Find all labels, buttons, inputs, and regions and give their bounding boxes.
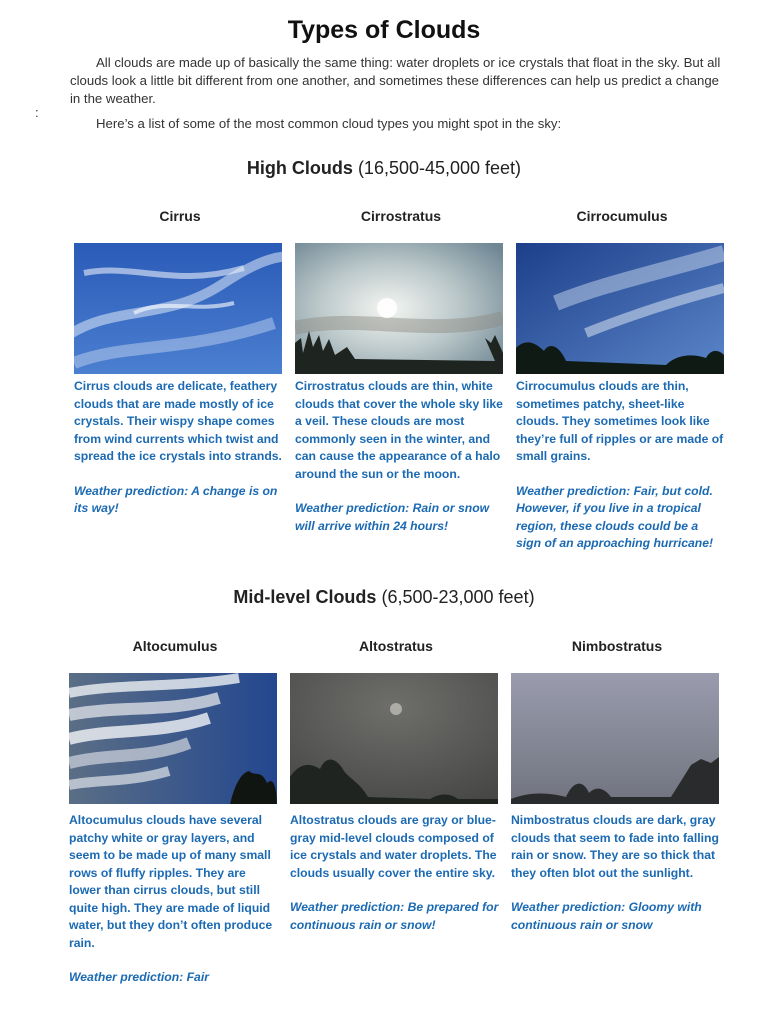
altocumulus-photo: [69, 673, 277, 804]
list-intro-paragraph: Here’s a list of some of the most common cloud types you might spot in the sky:: [96, 116, 562, 131]
cloud-name: Cirrocumulus: [576, 208, 668, 224]
weather-prediction: Weather prediction: Gloomy with continuous rain or snow: [511, 900, 702, 932]
cloud-name: Altostratus: [359, 638, 433, 654]
high-clouds-heading: [0, 158, 768, 179]
weather-prediction: Weather prediction: Fair: [69, 970, 209, 984]
cloud-description: [516, 378, 726, 553]
high-clouds-range: (16,500-45,000 feet): [357, 158, 522, 178]
nimbostratus-photo: [511, 673, 719, 804]
altostratus-photo: [290, 673, 498, 804]
cirrocumulus-photo: [516, 243, 724, 374]
intro-paragraph: All clouds are made up of basically the same thing: water droplets or ice crystals that float in the sky. But all clouds look a little bit different from one another, and sometimes these differences can help us predict a change in the weather.: [70, 55, 721, 106]
cloud-name: Cirrus: [159, 208, 201, 224]
cloud-description: [295, 378, 505, 535]
weather-prediction: Weather prediction: Rain or snow will arrive within 24 hours!: [295, 501, 490, 533]
stray-colon: :: [35, 105, 39, 120]
weather-prediction: Weather prediction: Fair, but cold. However, if you live in a tropical region, these clouds could be a sign of an approaching hurricane!: [516, 483, 714, 550]
cirrostratus-photo: [295, 243, 503, 374]
weather-prediction: Weather prediction: A change is on its way!: [74, 483, 278, 515]
cloud-description: [74, 378, 284, 518]
cloud-description: [290, 812, 500, 934]
mid-clouds-title: Mid-level Clouds: [233, 587, 377, 607]
mid-clouds-heading: [0, 587, 768, 608]
description-text: Altostratus clouds are gray or blue-gray mid-level clouds composed of ice crystals and water droplets. The clouds usually cover the entire sky.: [290, 813, 497, 880]
cirrus-photo: [74, 243, 282, 374]
cloud-name: Altocumulus: [132, 638, 218, 654]
mid-clouds-range: (6,500-23,000 feet): [381, 587, 535, 607]
cloud-name: Cirrostratus: [360, 208, 442, 224]
page-title: Types of Clouds: [287, 16, 481, 44]
description-text: Nimbostratus clouds are dark, gray clouds that seem to fade into falling rain or snow. They are so thick that they often blot out the sunlight.: [511, 813, 719, 880]
description-text: Cirrocumulus clouds are thin, sometimes patchy, sheet-like clouds. They sometimes look like they’re full of ripples or are made of small grains.: [516, 379, 724, 463]
weather-prediction: Weather prediction: Be prepared for continuous rain or snow!: [290, 900, 499, 932]
cloud-description: [69, 812, 279, 987]
description-text: Altocumulus clouds have several patchy white or gray layers, and seem to be made up of many small rows of fluffy ripples. They are lower than cirrus clouds, but still quite high. They are made of liquid water, but they don’t often produce rain.: [69, 813, 273, 950]
description-text: Cirrostratus clouds are thin, white clouds that cover the whole sky like a veil. These clouds are most commonly seen in the winter, and can cause the appearance of a halo around the sun or the moon.: [295, 379, 503, 481]
cloud-name: Nimbostratus: [571, 638, 663, 654]
cloud-description: [511, 812, 721, 934]
description-text: Cirrus clouds are delicate, feathery clouds that are made mostly of ice crystals. Their wispy shape comes from wind currents which twist and spread the ice crystals into strands.: [74, 379, 282, 463]
high-clouds-title: High Clouds: [246, 158, 353, 178]
